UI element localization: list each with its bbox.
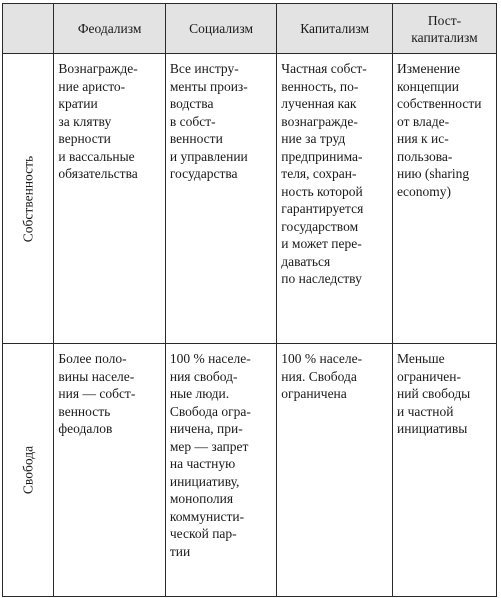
cell-freedom-capitalism	[277, 344, 393, 597]
cell-line: за клятву	[58, 113, 112, 129]
cell-line: от владе-	[397, 113, 450, 129]
cell-line: нию (sharing	[397, 166, 470, 181]
cell-freedom-feudalism	[54, 344, 165, 597]
cell-line: вознагражде-	[281, 113, 358, 129]
cell-line: Изменение	[397, 61, 461, 76]
cell-line: феодалов	[58, 421, 113, 436]
row-header-label: Собственность	[20, 155, 36, 242]
corner-cell	[3, 4, 54, 54]
cell-freedom-socialism	[165, 344, 276, 597]
cell-line: ния к ис-	[397, 131, 449, 146]
cell-line: государством	[281, 218, 359, 234]
cell-line: тии	[169, 543, 191, 559]
header-line: Капитализм	[300, 21, 370, 36]
cell-line: Вознагражде-	[58, 61, 138, 76]
cell-line: даваться	[281, 253, 331, 269]
cell-line: менты произ-	[169, 78, 248, 94]
cell-line: предпринима-	[281, 148, 363, 164]
cell-line: ние за труд	[281, 131, 346, 146]
cell-line: и вассальные	[58, 148, 135, 164]
cell-line: пользова-	[397, 148, 453, 164]
cell-line: и управлении	[169, 148, 248, 164]
cell-line: кратии	[58, 96, 98, 111]
cell-line: ния — собст-	[58, 386, 136, 401]
cell-line: верности	[58, 131, 111, 146]
cell-line: венность, по-	[281, 78, 359, 94]
cell-line: обязательства	[58, 166, 138, 181]
cell-line: Частная собст-	[281, 61, 367, 76]
cell-line: Все инстру-	[169, 61, 239, 76]
cell-line: теля, сохран-	[281, 166, 357, 181]
cell-property-postcapitalism	[393, 54, 497, 344]
cell-line: мер — запрет	[169, 438, 249, 454]
header-line: Социализм	[189, 21, 254, 36]
row-header-property	[3, 54, 54, 344]
cell-line: инициативы	[397, 421, 468, 436]
cell-line: лученная как	[281, 96, 357, 111]
cell-line: и частной	[397, 403, 454, 419]
cell-line: ные люди.	[169, 386, 230, 401]
column-header-socialism	[165, 4, 276, 54]
cell-freedom-postcapitalism	[393, 344, 497, 597]
cell-line: ограничен-	[397, 368, 461, 384]
cell-line: ние аристо-	[58, 78, 126, 94]
cell-line: ческой пар-	[169, 526, 237, 541]
cell-line: концепции	[397, 78, 459, 94]
cell-line: ний свободы	[397, 386, 471, 401]
column-header-capitalism	[277, 4, 393, 54]
cell-line: венности	[169, 131, 223, 146]
cell-line: монополия	[169, 491, 234, 506]
cell-line: и может пере-	[281, 236, 362, 251]
cell-line: ограничена	[281, 386, 347, 401]
header-row	[3, 4, 497, 54]
cell-property-capitalism	[277, 54, 393, 344]
header-line: Пост-	[427, 12, 462, 28]
cell-line: Более поло-	[58, 351, 127, 366]
cell-line: коммунисти-	[169, 508, 245, 524]
cell-line: 100 % населе-	[169, 351, 251, 366]
header-line: Феодализм	[77, 21, 142, 36]
cell-line: собственности	[397, 96, 482, 111]
cell-line: ность которой	[281, 183, 363, 199]
comparison-table	[2, 3, 497, 597]
table-row-freedom	[3, 344, 497, 597]
row-header-freedom	[3, 344, 54, 597]
cell-line: на частную	[169, 456, 236, 471]
cell-line: в собст-	[169, 113, 216, 129]
cell-line: гарантируется	[281, 201, 364, 216]
header-line: капитализм	[411, 29, 478, 45]
table-row-property	[3, 54, 497, 344]
column-header-postcapitalism	[393, 4, 497, 54]
cell-line: государства	[169, 166, 238, 181]
cell-line: ния. Свобода	[281, 368, 357, 384]
cell-property-feudalism	[54, 54, 165, 344]
column-header-feudalism	[54, 4, 165, 54]
cell-line: венность	[58, 403, 111, 419]
cell-line: водства	[169, 96, 214, 111]
cell-line: Свобода огра-	[169, 403, 251, 419]
cell-line: ния свобод-	[169, 368, 238, 384]
cell-line: ничена, при-	[169, 421, 243, 436]
cell-line: Меньше	[397, 351, 445, 366]
cell-line: economy)	[397, 183, 451, 199]
cell-line: по наследству	[281, 271, 362, 286]
cell-line: 100 % населе-	[281, 351, 363, 366]
cell-line: инициативу,	[169, 473, 240, 489]
cell-line: вины населе-	[58, 368, 135, 384]
cell-property-socialism	[165, 54, 276, 344]
row-header-label: Свобода	[20, 445, 36, 495]
